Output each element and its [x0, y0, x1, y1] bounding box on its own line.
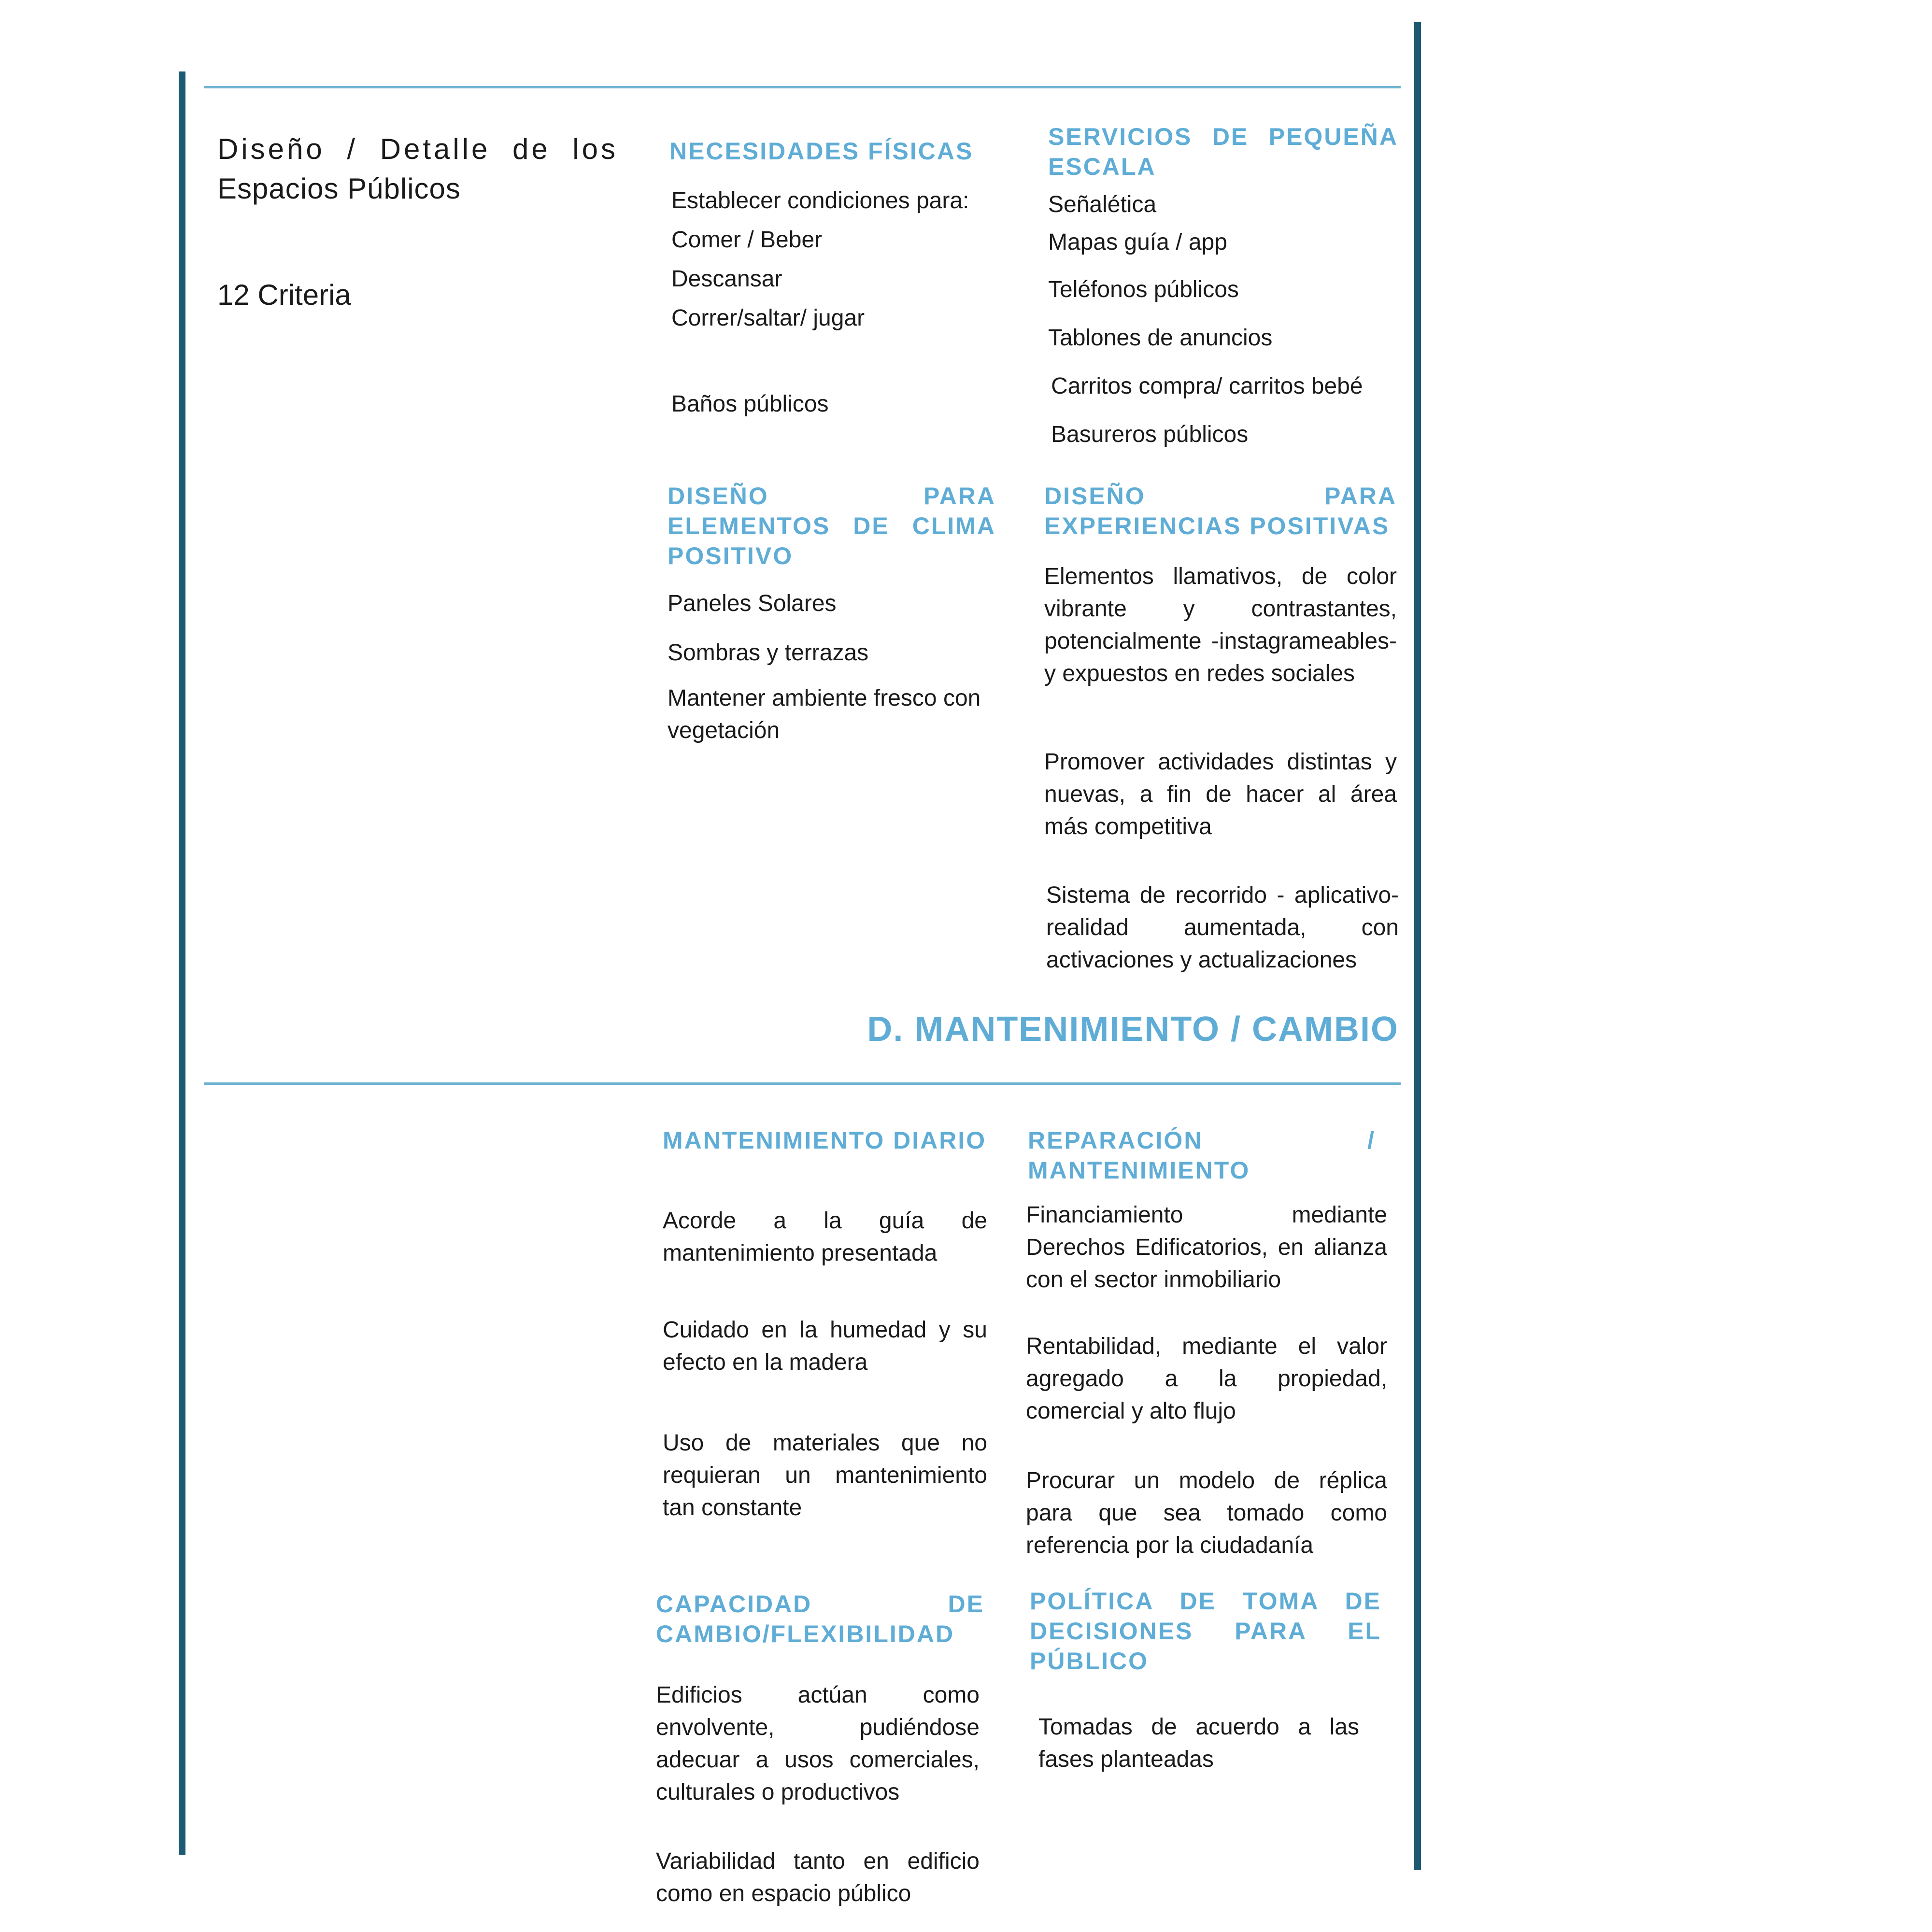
- capacidad-item: Variabilidad tanto en edificio como en espacio público: [656, 1848, 980, 1906]
- right-vertical-bar: [1414, 22, 1421, 1870]
- capacidad-heading: CAPACIDAD DE CAMBIO/FLEXIBILIDAD: [656, 1591, 984, 1648]
- page-title-line2: Espacios Públicos: [217, 172, 461, 205]
- servicios-item: Señalética: [1048, 192, 1157, 217]
- necesidades-item: Descansar: [671, 266, 782, 292]
- servicios-item: Teléfonos públicos: [1048, 277, 1239, 302]
- capacidad-item: Edificios actúan como envolvente, pudiéndose adecuar a usos comerciales, culturales o productivos: [656, 1682, 980, 1805]
- servicios-item: Tablones de anuncios: [1048, 325, 1273, 351]
- servicios-item: Carritos compra/ carritos bebé: [1051, 373, 1363, 399]
- mantenimiento-item: Cuidado en la humedad y su efecto en la madera: [663, 1317, 987, 1375]
- servicios-item: Mapas guía / app: [1048, 229, 1227, 255]
- mantenimiento-item: Uso de materiales que no requieran un mantenimiento tan constante: [663, 1430, 987, 1520]
- necesidades-item: Establecer condiciones para:: [671, 188, 969, 213]
- experiencias-item: Elementos llamativos, de color vibrante y contrastantes, potencialmente -instagrameables- y expuestos en redes sociales: [1044, 564, 1397, 686]
- clima-item: Paneles Solares: [668, 591, 837, 616]
- servicios-heading: SERVICIOS DE PEQUEÑA ESCALA: [1048, 123, 1398, 180]
- reparacion-item: Procurar un modelo de réplica para que sea tomado como referencia por la ciudadanía: [1026, 1468, 1387, 1558]
- section-d-title: D. MANTENIMIENTO / CAMBIO: [867, 1010, 1399, 1049]
- politica-item: Tomadas de acuerdo a las fases planteadas: [1038, 1714, 1359, 1772]
- reparacion-heading: REPARACIÓN / MANTENIMIENTO: [1028, 1127, 1376, 1184]
- reparacion-item: Financiamiento mediante Derechos Edificatorios, en alianza con el sector inmobiliario: [1026, 1202, 1387, 1293]
- experiencias-item: Promover actividades distintas y nuevas, a fin de hacer al área más competitiva: [1044, 749, 1397, 839]
- servicios-item: Basureros públicos: [1051, 422, 1249, 447]
- mantenimiento-heading: MANTENIMIENTO DIARIO: [663, 1127, 987, 1154]
- clima-item: Sombras y terrazas: [668, 640, 869, 666]
- experiencias-item: Sistema de recorrido - aplicativo-realidad aumentada, con activaciones y actualizaciones: [1046, 882, 1399, 973]
- necesidades-item: Comer / Beber: [671, 227, 823, 253]
- necesidades-item: Baños públicos: [671, 391, 829, 417]
- criteria-label: 12 Criteria: [217, 279, 351, 311]
- politica-heading: POLÍTICA DE TOMA DE DECISIONES PARA EL PÚBLICO: [1030, 1588, 1381, 1675]
- experiencias-heading: DISEÑO PARA EXPERIENCIAS POSITIVAS: [1044, 483, 1397, 540]
- necesidades-item: Correr/saltar/ jugar: [671, 305, 865, 331]
- necesidades-heading: NECESIDADES FÍSICAS: [669, 138, 974, 165]
- top-divider: [204, 86, 1401, 88]
- left-vertical-bar: [179, 71, 185, 1855]
- page-title: [217, 129, 618, 209]
- section-divider: [204, 1082, 1401, 1085]
- clima-heading: DISEÑO PARA ELEMENTOS DE CLIMA POSITIVO: [668, 483, 996, 569]
- clima-item: Mantener ambiente fresco con vegetación: [668, 685, 981, 743]
- page-title-line1: Diseño / Detalle de los: [217, 133, 618, 165]
- mantenimiento-item: Acorde a la guía de mantenimiento presentada: [663, 1208, 987, 1266]
- reparacion-item: Rentabilidad, mediante el valor agregado a la propiedad, comercial y alto flujo: [1026, 1334, 1387, 1424]
